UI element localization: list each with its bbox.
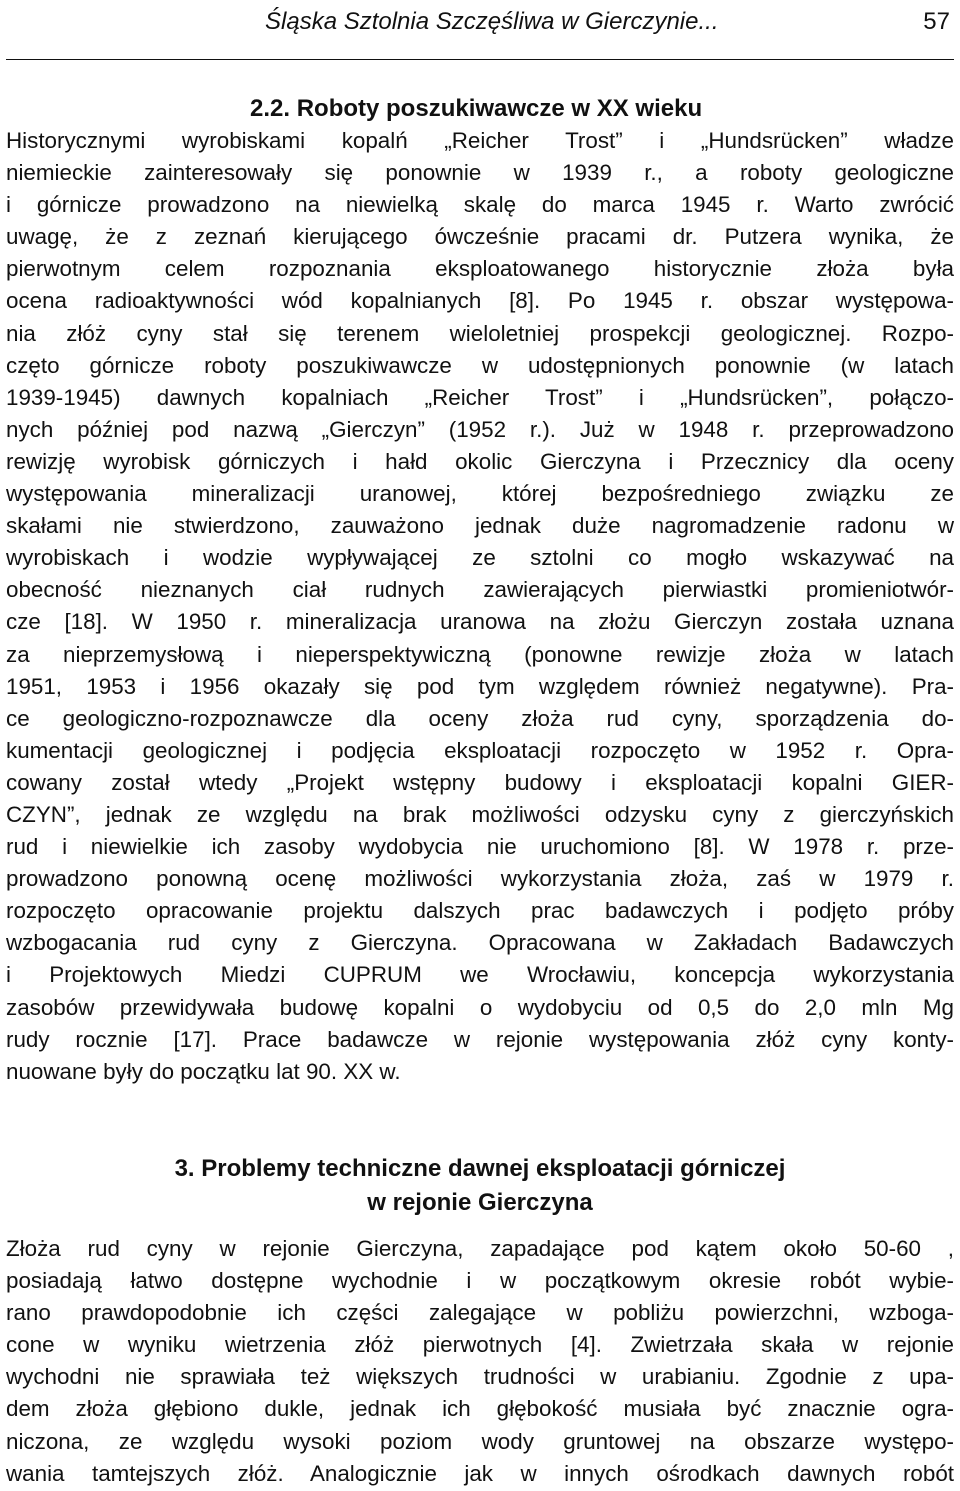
text-line: rewizję wyrobisk górniczych i hałd okolic Gierczyna i Przecznicy dla oceny xyxy=(6,448,954,474)
text-line: za nieprzemysłową i nieperspektywiczną (ponowne rewizje złoża w latach xyxy=(6,641,954,667)
text-line: ce geologiczno-rozpoznawcze dla oceny złoża rud cyny, sporządzenia do- xyxy=(6,705,954,731)
chapter-heading xyxy=(0,1152,960,1220)
header-rule xyxy=(6,59,954,60)
chapter-heading-line-1: 3. Problemy techniczne dawnej eksploatacji górniczej xyxy=(174,1155,786,1182)
text-line: i górnicze prowadzono na niewielką skalę do marca 1945 r. Warto zwrócić xyxy=(6,192,954,218)
text-line: wzbogacania rud cyny z Gierczyna. Opracowana w Zakładach Badawczych xyxy=(6,930,954,956)
text-line: nych później pod nazwą „Gierczyn” (1952 r.). Już w 1948 r. przeprowadzono xyxy=(6,416,954,442)
text-line: kumentacji geologicznej i podjęcia eksploatacji rozpoczęto w 1952 r. Opra- xyxy=(6,737,954,763)
page-number: 57 xyxy=(923,8,950,35)
text-line: niczona, ze względu wysoki poziom wody gruntowej na obszarze występo- xyxy=(6,1428,954,1454)
text-line: wychodni nie sprawiała też większych trudności w urabianiu. Zgodnie z upa- xyxy=(6,1364,954,1390)
text-line: rudy rocznie [17]. Prace badawcze w rejonie występowania złóż cyny konty- xyxy=(6,1026,954,1052)
chapter-heading-line-2: w rejonie Gierczyna xyxy=(367,1189,593,1216)
text-line: cowany został wtedy „Projekt wstępny budowy i eksploatacji kopalni GIER- xyxy=(6,769,954,795)
text-line: prowadzono ponowną ocenę możliwości wykorzystania złoża, zaś w 1979 r. xyxy=(6,866,954,892)
text-line: nuowane były do początku lat 90. XX w. xyxy=(6,1058,401,1084)
text-line: posiadają łatwo dostępne wychodnie i w początkowym okresie robót wybie- xyxy=(6,1268,954,1294)
text-line: Historycznymi wyrobiskami kopalń „Reicher Trost” i „Hundsrücken” władze xyxy=(6,128,954,153)
text-line: cze [18]. W 1950 r. mineralizacja uranowa na złożu Gierczyn została uznana xyxy=(6,609,954,635)
text-line: 1939-1945) dawnych kopalniach „Reicher Trost” i „Hundsrücken”, połączo- xyxy=(6,384,954,410)
text-line: i Projektowych Miedzi CUPRUM we Wrocławiu, koncepcja wykorzystania xyxy=(6,962,954,988)
text-line: skałami nie stwierdzono, zauważono jednak duże nagromadzenie radonu w xyxy=(6,513,954,539)
text-line: wyrobiskach i wodzie wypływającej ze sztolni co mogło wskazywać na xyxy=(6,545,954,571)
running-title: Śląska Sztolnia Szczęśliwa w Gierczynie... xyxy=(265,8,719,35)
running-header xyxy=(0,4,960,40)
text-line: rano prawdopodobnie ich części zalegające w pobliżu powierzchni, wzboga- xyxy=(6,1300,954,1326)
section-heading: 2.2. Roboty poszukiwawcze w XX wieku xyxy=(250,95,703,122)
text-line: Złoża rud cyny w rejonie Gierczyna, zapadające pod kątem około 50-60 , xyxy=(6,1236,954,1261)
text-line: zasobów przewidywała budowę kopalni o wydobyciu od 0,5 do 2,0 mln Mg xyxy=(6,994,954,1020)
text-line: dem złoża głębiono dukle, jednak ich głębokość musiała być znacznie ogra- xyxy=(6,1396,954,1422)
text-line: częto górnicze roboty poszukiwawcze w udostępnionych ponownie (w latach xyxy=(6,352,954,378)
text-line: niemieckie zainteresowały się ponownie w 1939 r., a roboty geologiczne xyxy=(6,160,954,186)
text-line: nia złóż cyny stał się terenem wieloletniej prospekcji geologicznej. Rozpo- xyxy=(6,320,954,346)
text-line: występowania mineralizacji uranowej, której bezpośredniego związku ze xyxy=(6,481,954,507)
section-paragraph xyxy=(6,125,954,1088)
text-line: rud i niewielkie ich zasoby wydobycia nie uruchomiono [8]. W 1978 r. prze- xyxy=(6,834,954,860)
text-line: obecność nieznanych ciał rudnych zawierających pierwiastki promieniotwór- xyxy=(6,577,954,603)
text-line: rozpoczęto opracowanie projektu dalszych prac badawczych i podjęto próby xyxy=(6,898,954,924)
text-line: uwagę, że z zeznań kierującego ówcześnie pracami dr. Putzera wynika, że xyxy=(6,224,954,250)
text-line: ocena radioaktywności wód kopalnianych [8]. Po 1945 r. obszar występowa- xyxy=(6,288,954,314)
chapter-paragraph xyxy=(6,1233,954,1490)
text-line: CZYN”, jednak ze względu na brak możliwości odzysku cyny z gierczyńskich xyxy=(6,801,954,827)
text-line: cone w wyniku wietrzenia złóż pierwotnych [4]. Zwietrzała skała w rejonie xyxy=(6,1332,954,1358)
text-line: 1951, 1953 i 1956 okazały się pod tym względem również negatywne). Pra- xyxy=(6,673,954,699)
text-line: pierwotnym celem rozpoznania eksploatowanego historycznie złoża była xyxy=(6,256,954,282)
text-line: wania tamtejszych złóż. Analogicznie jak w innych ośrodkach dawnych robót xyxy=(6,1460,954,1486)
